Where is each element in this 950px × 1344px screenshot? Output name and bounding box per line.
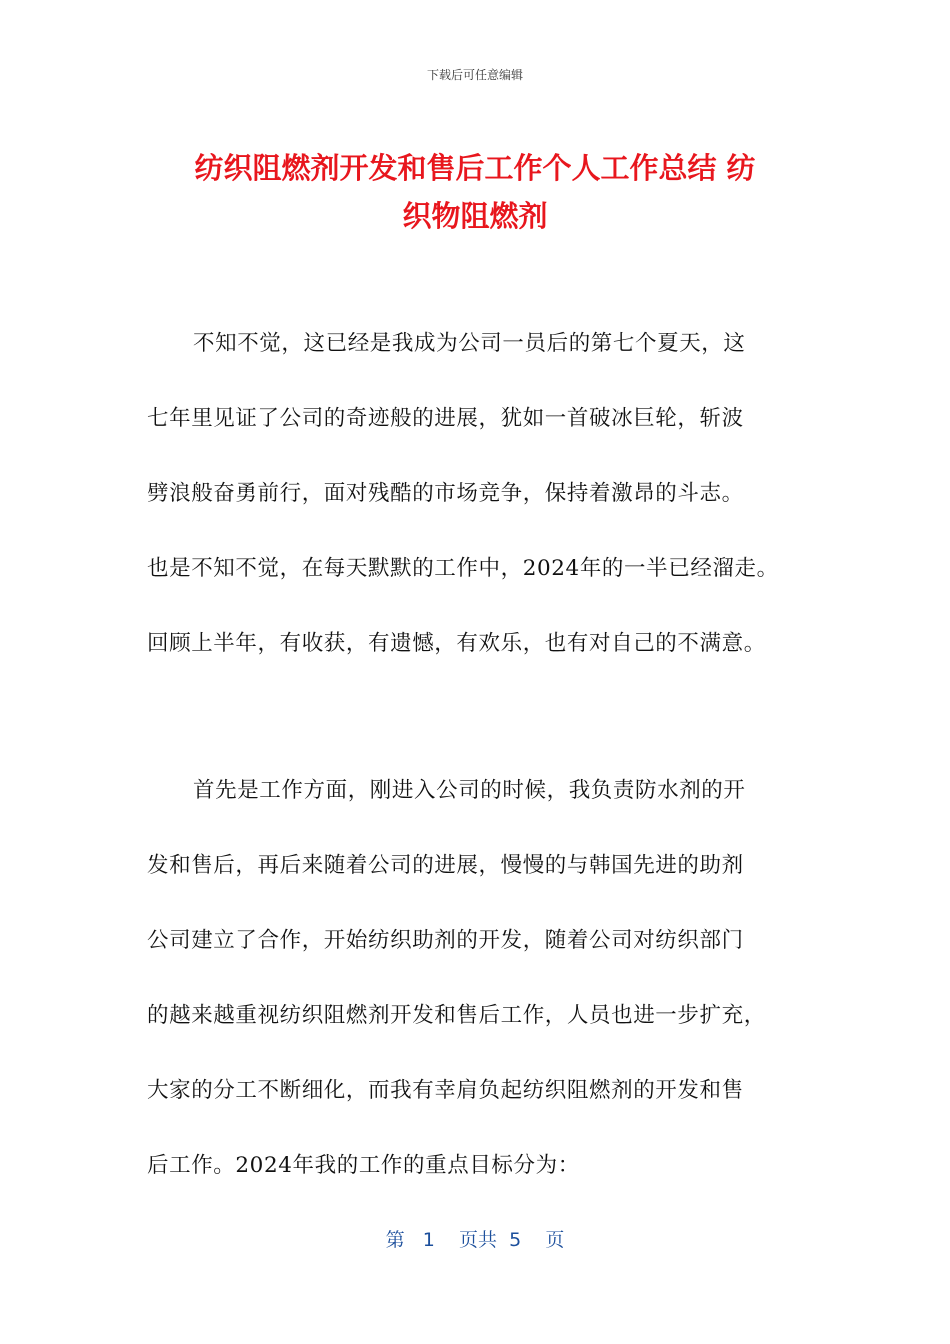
paragraph-line: 发和售后，再后来随着公司的进展，慢慢的与韩国先进的助剂 (147, 853, 744, 878)
title-line-2: 织物阻燃剂 (402, 199, 548, 233)
paragraph-line: 首先是工作方面，刚进入公司的时候，我负责防水剂的开 (193, 778, 746, 803)
paragraph-line: 七年里见证了公司的奇迹般的进展，犹如一首破冰巨轮，斩波 (147, 406, 744, 431)
paragraph-2 (147, 753, 819, 1203)
page-label-mid: 页共 (459, 1229, 498, 1251)
document-title (130, 144, 820, 240)
page-footer (0, 1225, 950, 1252)
paragraph-line: 公司建立了合作，开始纺织助剂的开发，随着公司对纺织部门 (147, 928, 744, 953)
header-note: 下载后可任意编辑 (426, 68, 523, 82)
paragraph-line: 不知不觉，这已经是我成为公司一员后的第七个夏天，这 (193, 331, 746, 356)
paragraph-line: 也是不知不觉，在每天默默的工作中，2024年的一半已经溜走。 (147, 556, 779, 581)
paragraph-line: 劈浪般奋勇前行，面对残酷的市场竞争，保持着激昂的斗志。 (147, 481, 744, 506)
paragraph-line: 后工作。2024年我的工作的重点目标分为： (147, 1153, 580, 1178)
page-label-prefix: 第 (385, 1229, 405, 1251)
total-pages-number: 5 (509, 1229, 522, 1251)
page-label-suffix: 页 (545, 1229, 565, 1251)
paragraph-1 (147, 306, 819, 681)
paragraph-line: 的越来越重视纺织阻燃剂开发和售后工作，人员也进一步扩充， (147, 1003, 766, 1028)
paragraph-line: 回顾上半年，有收获，有遗憾，有欢乐，也有对自己的不满意。 (147, 631, 766, 656)
current-page-number: 1 (422, 1229, 435, 1251)
title-line-1: 纺织阻燃剂开发和售后工作个人工作总结 纺 (194, 151, 756, 185)
paragraph-line: 大家的分工不断细化，而我有幸肩负起纺织阻燃剂的开发和售 (147, 1078, 744, 1103)
